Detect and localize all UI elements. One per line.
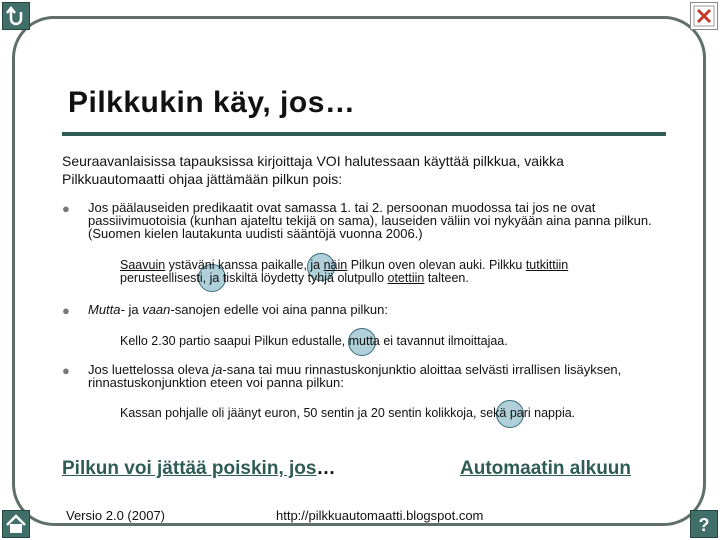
italic-word: ja (212, 362, 223, 377)
link-can-omit-label[interactable]: Pilkun voi jättää poiskin, jos (62, 458, 317, 479)
example-text: Pilkun oven olevan auki. Pilkku (347, 258, 526, 272)
bullet-3-text (88, 363, 678, 389)
example-verb: tutkittiin (525, 258, 569, 272)
example-1-line-2 (120, 272, 469, 285)
italic-word: Mutta- (88, 302, 125, 317)
bullet-1-text: Jos päälauseiden predikaatit ovat samassa 1. tai 2. persoonan muodossa tai jos ne ovat passiivimuotoisia (kunhan ajateltu tekijä on sama), lauseiden väliin voi nykyään aina panna pilkun. (Suomen kielen lautakunta uudisti sääntöjä vuonna 2006.) (88, 200, 652, 241)
bullet-2-rest: -sanojen edelle voi aina panna pilkun: (170, 302, 388, 317)
bullet-2-mid: ja (124, 302, 143, 317)
intro-text: Seuraavanlaisissa tapauksissa kirjoittaja VOI halutessaan käyttää pilkkua, vaikka Pilkkuautomaatti ohjaa jättämään pilkun pois: (62, 153, 564, 187)
example-text: perusteellisesti, ja tiskiltä löydetty tyhjä olutpullo (120, 271, 388, 285)
bullet-3-rest: -sana tai muu rinnastuskonjunktio aloittaa selvästi irrallisen lisäyksen, rinnastuskonjunktion eteen voi panna pilkun: (88, 362, 622, 390)
slide-title: Pilkkukin käy, jos… (68, 86, 356, 119)
example-text: ystäväni kanssa paikalle, ja (165, 258, 324, 272)
example-text: talteen. (424, 271, 469, 285)
bullet-3-pre: Jos luettelossa oleva (88, 362, 213, 377)
close-button[interactable] (690, 2, 718, 30)
example-verb: Saavuin (120, 258, 166, 272)
home-button[interactable] (2, 510, 30, 538)
example-verb: näin (323, 258, 348, 272)
italic-word: vaan (142, 302, 171, 317)
footer-url: http://pilkkuautomaatti.blogspot.com (276, 508, 484, 523)
help-icon (693, 513, 715, 535)
back-arrow-icon (5, 5, 27, 27)
example-3: Kassan pohjalle oli jäänyt euron, 50 sentin ja 20 sentin kolikkoja, sekä pari nappia. (120, 406, 576, 420)
link-ellipsis: … (316, 458, 336, 479)
bullet-marker: ● (62, 201, 70, 216)
bullet-marker: ● (62, 363, 70, 378)
example-2: Kello 2.30 partio saapui Pilkun edustalle, mutta ei tavannut ilmoittajaa. (120, 334, 508, 348)
bullet-2-text (88, 303, 678, 316)
link-automaton-start[interactable]: Automaatin alkuun (460, 458, 632, 479)
home-icon (5, 513, 27, 535)
example-verb: otettiin (387, 271, 425, 285)
link-can-omit[interactable] (62, 458, 335, 480)
help-button[interactable] (690, 510, 718, 538)
bullet-marker: ● (62, 303, 70, 318)
back-button[interactable] (2, 2, 30, 30)
title-underline (62, 132, 666, 136)
svg-text:?: ? (698, 515, 710, 535)
footer-version: Versio 2.0 (2007) (66, 508, 166, 523)
close-icon (693, 5, 715, 27)
